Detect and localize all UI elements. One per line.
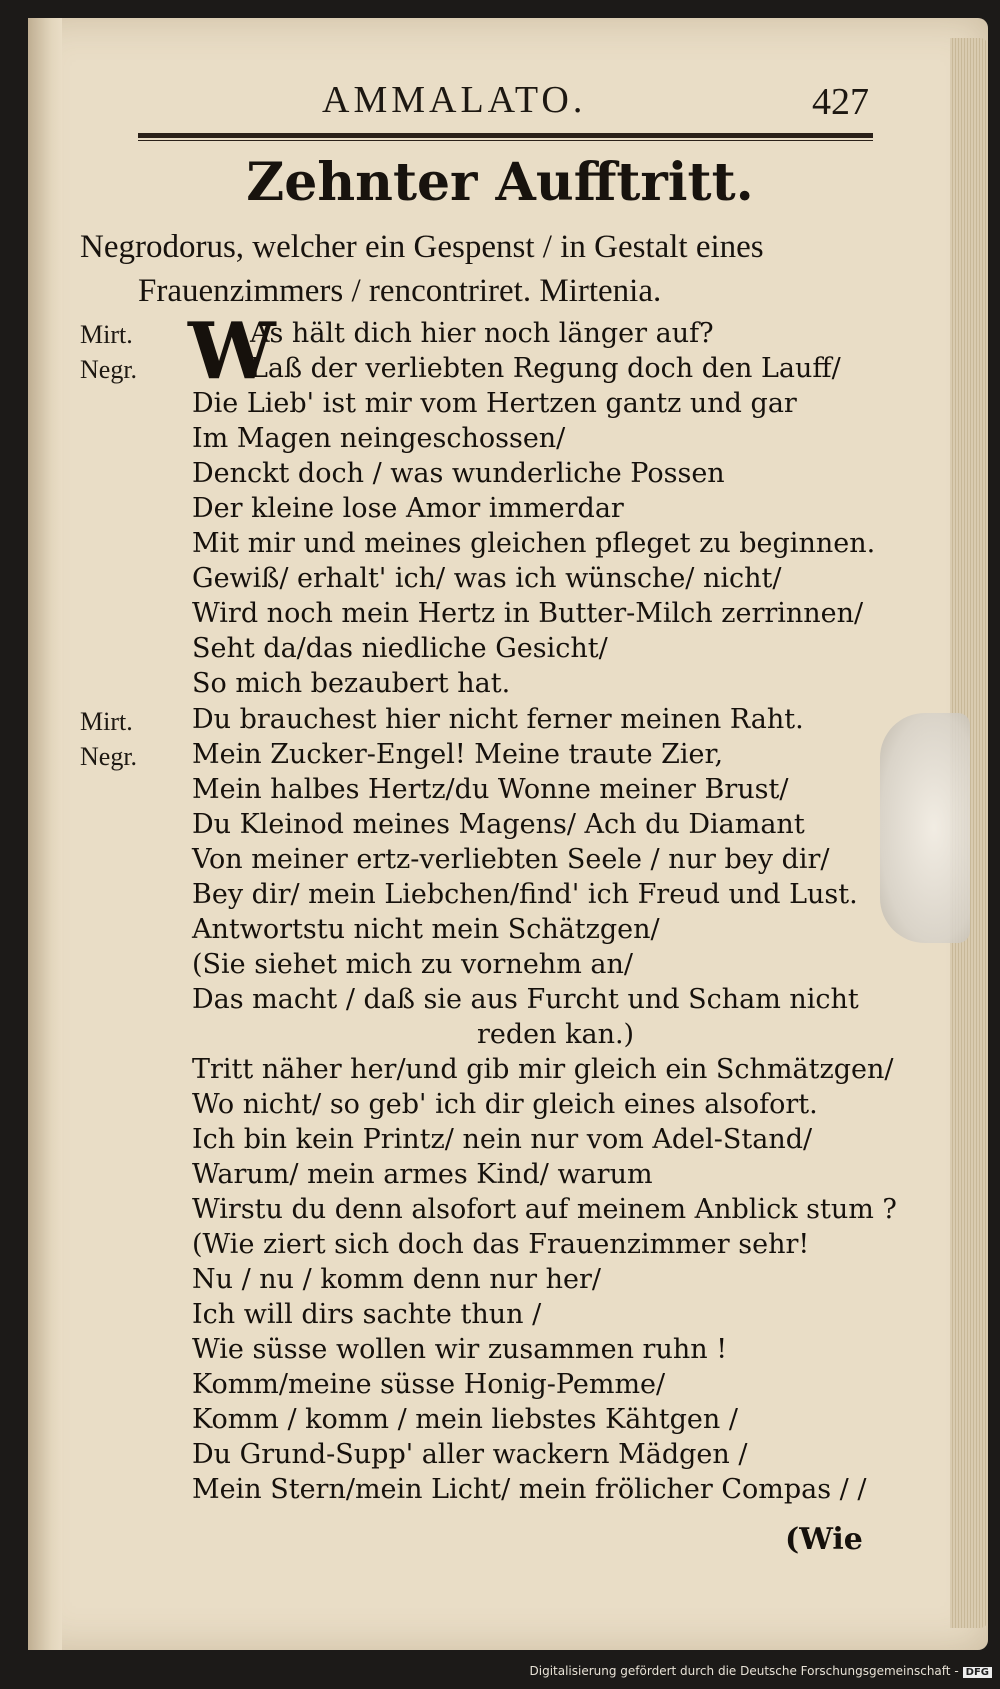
drop-capital: W bbox=[188, 306, 276, 397]
verse-line: Gewiß/ erhalt' ich/ was ich wünsche/ nicht/ bbox=[192, 563, 782, 594]
verse-line: Wie süsse wollen wir zusammen ruhn ! bbox=[192, 1334, 728, 1365]
footer-text: Digitalisierung gefördert durch die Deutsche Forschungsgemeinschaft - bbox=[529, 1664, 959, 1678]
verse-line: (Wie ziert sich doch das Frauenzimmer sehr! bbox=[192, 1229, 810, 1260]
verse-line: (Sie siehet mich zu vornehm an/ bbox=[192, 949, 633, 980]
verse-line: Mein Zucker-Engel! Meine traute Zier, bbox=[192, 739, 724, 770]
speaker-label: Negr. bbox=[80, 742, 138, 771]
dramatis-personae bbox=[80, 225, 880, 313]
verse-line: Nu / nu / komm denn nur her/ bbox=[192, 1264, 601, 1295]
verse-line: So mich bezaubert hat. bbox=[192, 668, 511, 699]
verse-line: Die Lieb' ist mir vom Hertzen gantz und gar bbox=[192, 388, 797, 419]
verse-line: Der kleine lose Amor immerdar bbox=[192, 493, 624, 524]
verse-line: Komm / komm / mein liebstes Kähtgen / bbox=[192, 1404, 738, 1435]
header-rule bbox=[138, 133, 873, 138]
speaker-label: Mirt. bbox=[80, 707, 133, 736]
verse-line: Seht da/das niedliche Gesicht/ bbox=[192, 633, 608, 664]
verse-line: As hält dich hier noch länger auf? bbox=[250, 318, 714, 349]
running-head: AMMALATO. bbox=[322, 79, 587, 121]
dramatis-line-1: Negrodorus, welcher ein Gespenst / in Gestalt eines bbox=[80, 229, 764, 265]
verse-line: Mein halbes Hertz/du Wonne meiner Brust/ bbox=[192, 774, 789, 805]
verse-line: Bey dir/ mein Liebchen/find' ich Freud und Lust. bbox=[192, 879, 858, 910]
page-gutter bbox=[28, 18, 62, 1650]
dramatis-line-2: Frauenzimmers / rencontriret. Mirtenia. bbox=[138, 273, 662, 309]
verse-line: Wirstu du denn alsofort auf meinem Anblick stum ? bbox=[192, 1194, 897, 1225]
verse-line: Von meiner ertz-verliebten Seele / nur bey dir/ bbox=[192, 844, 830, 875]
verse-line: Mein Stern/mein Licht/ mein frölicher Compas / / bbox=[192, 1474, 867, 1505]
verse-line: Wo nicht/ so geb' ich dir gleich eines alsofort. bbox=[192, 1089, 818, 1120]
dfg-logo: DFG bbox=[963, 1667, 992, 1678]
verse-line: reden kan.) bbox=[477, 1019, 635, 1050]
verse-line: Du brauchest hier nicht ferner meinen Raht. bbox=[192, 704, 804, 735]
catchword: (Wie bbox=[785, 1522, 863, 1557]
verse-line: Mit mir und meines gleichen pfleget zu beginnen. bbox=[192, 528, 876, 559]
verse-line: Ich bin kein Printz/ nein nur vom Adel-Stand/ bbox=[192, 1124, 813, 1155]
speaker-label: Negr. bbox=[80, 355, 138, 384]
verse-line: Du Grund-Supp' aller wackern Mädgen / bbox=[192, 1439, 748, 1470]
verse-line: Warum/ mein armes Kind/ warum bbox=[192, 1159, 653, 1190]
verse-block-1 bbox=[192, 316, 892, 701]
verse-line: Ich will dirs sachte thun / bbox=[192, 1299, 542, 1330]
verse-line: Wird noch mein Hertz in Butter-Milch zerrinnen/ bbox=[192, 598, 864, 629]
verse-line: Denckt doch / was wunderliche Possen bbox=[192, 458, 725, 489]
verse-line: Komm/meine süsse Honig-Pemme/ bbox=[192, 1369, 666, 1400]
verse-block-2 bbox=[192, 702, 897, 1507]
verse-line: Tritt näher her/und gib mir gleich ein Schmätzgen/ bbox=[192, 1054, 894, 1085]
scene-title: Zehnter Aufftritt. bbox=[246, 152, 754, 213]
verse-line: Das macht / daß sie aus Furcht und Scham nicht bbox=[192, 984, 859, 1015]
verse-line: Laß der verliebten Regung doch den Lauff/ bbox=[250, 353, 841, 384]
page-clip bbox=[880, 713, 970, 943]
verse-line: Im Magen neingeschossen/ bbox=[192, 423, 566, 454]
verse-line: Du Kleinod meines Magens/ Ach du Diamant bbox=[192, 809, 805, 840]
speaker-label: Mirt. bbox=[80, 320, 133, 349]
footer-credit bbox=[0, 1664, 992, 1678]
page-number: 427 bbox=[812, 81, 869, 123]
verse-line: Antwortstu nicht mein Schätzgen/ bbox=[192, 914, 660, 945]
